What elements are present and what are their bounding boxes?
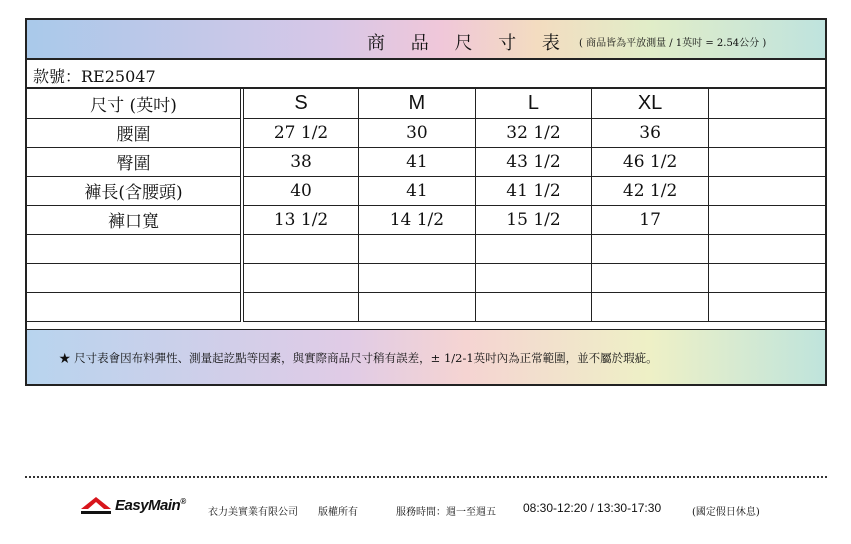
table-row — [27, 263, 825, 292]
table-cell — [592, 263, 709, 292]
header-cell-m: M — [359, 89, 476, 118]
holiday-note: (國定假日休息) — [692, 507, 760, 518]
table-cell — [708, 263, 825, 292]
size-chart-sheet — [25, 18, 827, 386]
header-cell-empty — [708, 89, 825, 118]
table-cell — [359, 292, 476, 321]
table-cell: 15 1/2 — [475, 205, 592, 234]
row-label — [27, 234, 242, 263]
table-cell: 30 — [359, 118, 476, 147]
table-cell — [475, 263, 592, 292]
header-cell-xl: XL — [592, 89, 709, 118]
table-cell — [708, 292, 825, 321]
table-cell — [592, 292, 709, 321]
brand-name: EasyMain® — [115, 497, 186, 514]
table-cell: 40 — [242, 176, 359, 205]
table-cell: 41 — [359, 147, 476, 176]
table-cell: 13 1/2 — [242, 205, 359, 234]
service-hours: 08:30-12:20 / 13:30-17:30 — [523, 501, 662, 515]
row-label — [27, 263, 242, 292]
footer — [80, 496, 820, 520]
model-row — [27, 60, 825, 89]
measurement-note: ( 商品皆為平放測量 / 1英吋 = 2.54公分 ) — [579, 38, 767, 49]
table-cell: 41 — [359, 176, 476, 205]
mountain-logo-icon — [80, 496, 112, 519]
table-cell — [242, 292, 359, 321]
table-header-row — [27, 89, 825, 118]
table-row — [27, 147, 825, 176]
table-cell — [475, 292, 592, 321]
company-name: 衣力美實業有限公司 — [208, 507, 298, 518]
table-cell — [708, 234, 825, 263]
table-row — [27, 205, 825, 234]
table-cell: 32 1/2 — [475, 118, 592, 147]
table-cell — [708, 205, 825, 234]
row-label: 褲長(含腰頭) — [27, 176, 242, 205]
table-cell — [708, 176, 825, 205]
table-cell: 43 1/2 — [475, 147, 592, 176]
table-row — [27, 176, 825, 205]
table-cell: 27 1/2 — [242, 118, 359, 147]
table-cell: 42 1/2 — [592, 176, 709, 205]
row-label: 褲口寬 — [27, 205, 242, 234]
table-row — [27, 292, 825, 321]
table-cell — [708, 147, 825, 176]
table-cell — [359, 234, 476, 263]
table-row — [27, 118, 825, 147]
table-cell — [242, 234, 359, 263]
row-label — [27, 292, 242, 321]
title-bar — [27, 20, 825, 60]
header-cell-s: S — [242, 89, 359, 118]
table-cell — [242, 263, 359, 292]
disclaimer-bar — [27, 329, 825, 384]
table-cell — [475, 234, 592, 263]
disclaimer-text: ★ 尺寸表會因布料彈性、測量起訖點等因素，與實際商品尺寸稍有誤差，± 1/2-1英吋內為正常範圍，並不屬於瑕疵。 — [59, 351, 658, 365]
table-cell: 17 — [592, 205, 709, 234]
table-cell: 41 1/2 — [475, 176, 592, 205]
table-cell: 38 — [242, 147, 359, 176]
table-cell: 36 — [592, 118, 709, 147]
size-table — [27, 89, 825, 322]
copyright-text: 版權所有 — [318, 507, 358, 518]
table-cell: 46 1/2 — [592, 147, 709, 176]
table-row — [27, 234, 825, 263]
header-cell-l: L — [475, 89, 592, 118]
table-cell — [708, 118, 825, 147]
table-cell — [592, 234, 709, 263]
chart-title: 商 品 尺 寸 表 — [367, 33, 570, 54]
dotted-divider — [25, 476, 827, 478]
row-label: 臀圍 — [27, 147, 242, 176]
service-hours-label: 服務時間：週一至週五 — [396, 507, 496, 518]
row-label: 腰圍 — [27, 118, 242, 147]
model-number: 款號：RE25047 — [33, 67, 156, 86]
table-cell: 14 1/2 — [359, 205, 476, 234]
header-cell-label: 尺寸 (英吋) — [27, 89, 242, 118]
table-cell — [359, 263, 476, 292]
